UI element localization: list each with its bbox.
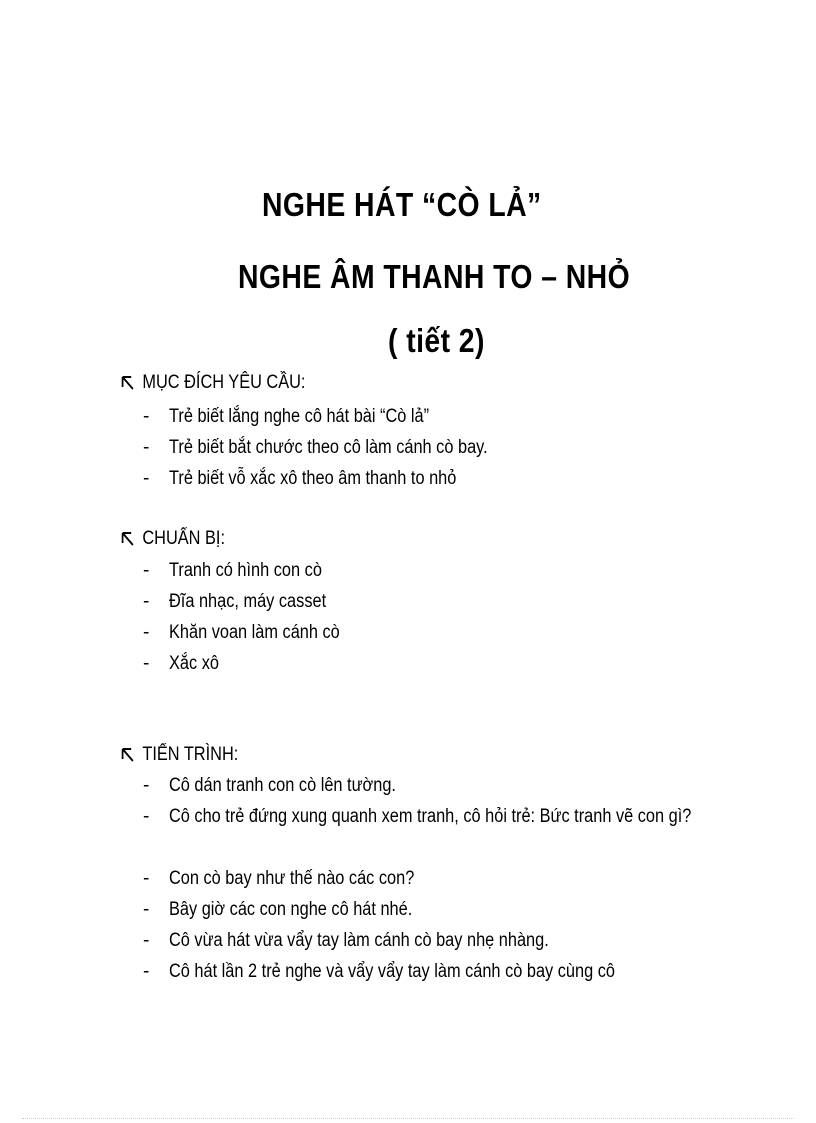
title-sound: NGHE ÂM THANH TO – NHỎ <box>238 258 631 295</box>
title-lesson-number: ( tiết 2) <box>388 322 485 359</box>
bullet-dash: - <box>143 806 150 827</box>
section-heading-label: MỤC ĐÍCH YÊU CẦU: <box>142 372 306 393</box>
corner-arrow-icon <box>120 746 135 764</box>
bullet-dash: - <box>143 653 150 674</box>
document-page: NGHE HÁT “CÒ LẢ” NGHE ÂM THANH TO – NHỎ ( tiết 2) MỤC ĐÍCH YÊU CẦU: - Trẻ biết lắng nghe cô hát bài “Cò lả” - Trẻ biết bắt chước theo cô làm cánh cò bay. - Trẻ biết vỗ xắc xô theo âm thanh to nhỏ CHUẨN BỊ: - Tranh có hình con cò - Đĩa nhạc, máy casset - Khăn voan làm cánh cò - Xắc xô TIẾN TRÌNH: - Cô dán tranh con cò lên tường. - Cô cho trẻ đứng xung quanh xem tranh, cô hỏi trẻ: Bức tranh vẽ con gì? - Con cò bay như thế nào các con? - Bây giờ các con nghe cô hát nhé. - Cô vừa hát vừa vẩy tay làm cánh cò bay nhẹ nhàng. - Cô hát lần 2 trẻ nghe và vẩy vẩy tay làm cánh cò bay cùng cô <box>0 0 816 1123</box>
bullet-dash: - <box>143 406 150 427</box>
bullet-dash: - <box>143 560 150 581</box>
bullet-dash: - <box>143 961 150 982</box>
section-heading-label: TIẾN TRÌNH: <box>142 744 239 765</box>
corner-arrow-icon <box>120 374 135 392</box>
bullet-dash: - <box>143 437 150 458</box>
bullet-dash: - <box>143 868 150 889</box>
section-heading-objectives <box>120 372 305 394</box>
bullet-dash: - <box>143 775 150 796</box>
bullet-dash: - <box>143 622 150 643</box>
bullet-dash: - <box>143 930 150 951</box>
bullet-dash: - <box>143 591 150 612</box>
title-song: NGHE HÁT “CÒ LẢ” <box>262 186 542 223</box>
section-heading-label: CHUẨN BỊ: <box>142 528 225 549</box>
page-bottom-rule <box>22 1118 794 1119</box>
bullet-dash: - <box>143 468 150 489</box>
section-heading-procedure <box>120 744 238 766</box>
section-heading-preparation <box>120 528 225 550</box>
bullet-dash: - <box>143 899 150 920</box>
corner-arrow-icon <box>120 530 135 548</box>
